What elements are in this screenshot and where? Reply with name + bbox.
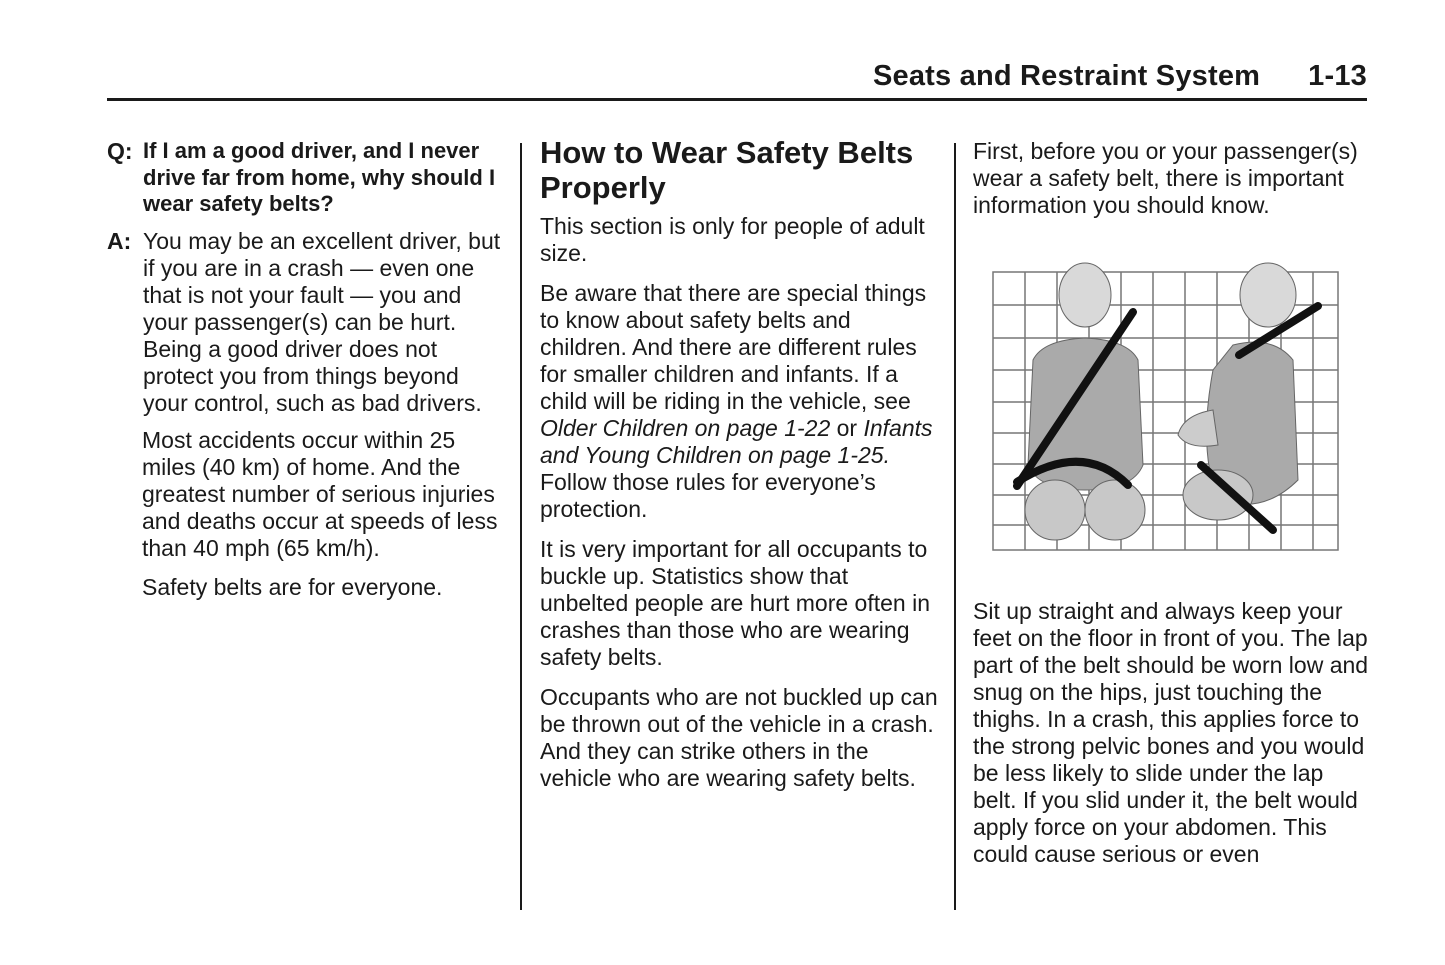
answer-block (107, 228, 507, 417)
paragraph: Occupants who are not buckled up can be thrown out of the vehicle in a crash. And they can strike others in the vehicle who are wearing safety belts. (540, 684, 938, 791)
question-block (107, 138, 507, 218)
column-divider (520, 143, 522, 910)
column-divider (954, 143, 956, 910)
cross-reference-link[interactable]: Infants and Young Children on page 1-25. (540, 415, 933, 468)
paragraph: First, before you or your passenger(s) wear a safety belt, there is important information you should know. (973, 138, 1358, 218)
question-text: If I am a good driver, and I never drive far from home, why should I wear safety belts? (143, 138, 496, 216)
paragraph: This section is only for people of adult size. (540, 213, 925, 266)
question-label: Q: (107, 138, 133, 164)
header-title (873, 60, 1367, 93)
page-number: 1-13 (1308, 60, 1367, 92)
paragraph: Sit up straight and always keep your feet on the floor in front of you. The lap part of the belt should be worn low and snug on the hips, just touching the thighs. In a crash, this applies force to the strong pelvic bones and you would be less likely to slide under the lap belt. If you slid under it, the belt would apply force on your abdomen. This could cause serious or even (973, 598, 1369, 867)
cross-reference-link[interactable]: Older Children on page 1-22 (540, 415, 831, 441)
text: or (830, 415, 864, 441)
paragraph: Most accidents occur within 25 miles (40 km) of home. And the greatest number of serious injuries and deaths occur at speeds of less than 40 mph (65 km/h). (142, 426, 498, 561)
safety-belt-illustration (973, 250, 1353, 570)
column-2 (540, 135, 940, 805)
text: Follow those rules for everyone’s protection. (540, 469, 876, 522)
text: Be aware that there are special things to know about safety belts and children. And there are different rules for smaller children and infants. If a child will be riding in the vehicle, see (540, 280, 927, 414)
section-title: Seats and Restraint System (872, 60, 1261, 92)
answer-text: You may be an excellent driver, but if you are in a crash — even one that is not your fault — you and your passenger(s) can be hurt. Being a good driver does not protect you from things beyond your control, such as bad drivers. (143, 227, 501, 416)
paragraph: It is very important for all occupants to buckle up. Statistics show that unbelted people are hurt more often in crashes than those who are wearing safety belts. (540, 536, 930, 670)
paragraph (540, 280, 940, 523)
paragraph: Safety belts are for everyone. (142, 573, 443, 600)
answer-label: A: (107, 227, 132, 254)
column-3 (973, 138, 1373, 881)
section-heading: How to Wear Safety Belts Properly (540, 135, 914, 205)
page-header (107, 58, 1367, 101)
column-1 (107, 138, 507, 613)
